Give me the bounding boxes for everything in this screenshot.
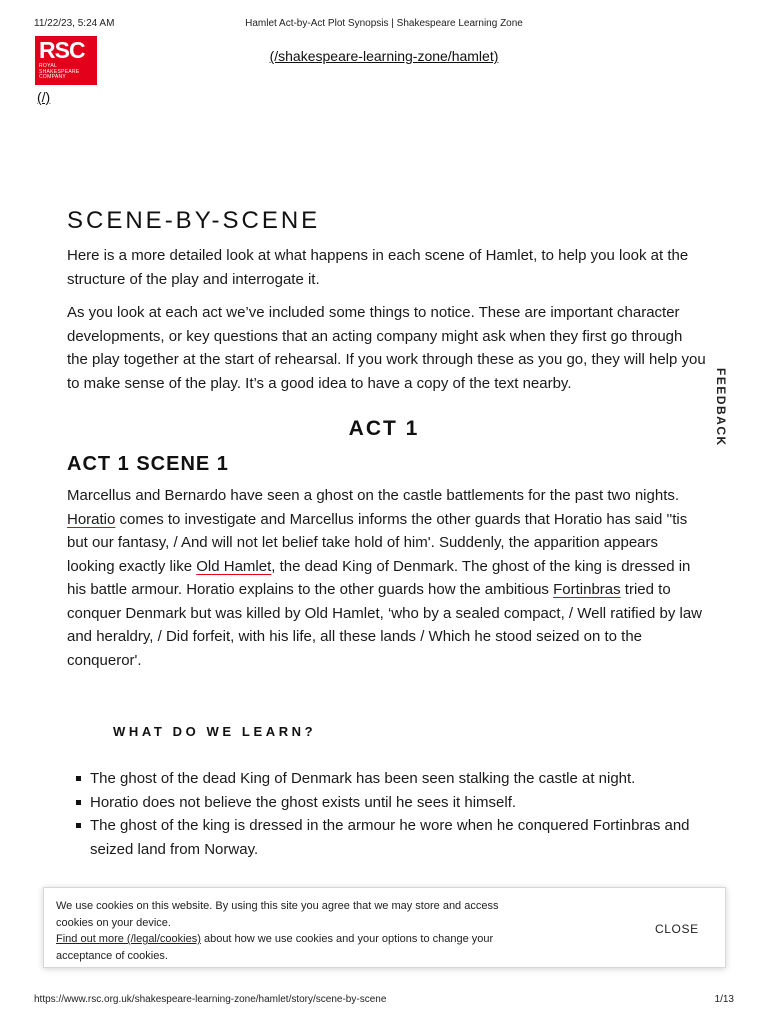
cookie-text-part: about how we use cookies and your options to change your acceptance of cookies. — [56, 933, 494, 962]
logo-name-line1: ROYAL — [39, 63, 58, 69]
character-link-old-hamlet[interactable]: Old Hamlet — [196, 557, 272, 575]
learn-list — [76, 767, 716, 861]
what-do-we-learn-heading: WHAT DO WE LEARN? — [113, 724, 317, 739]
act-heading: ACT 1 — [348, 417, 420, 440]
print-header — [34, 18, 734, 32]
scene-text-part: , the dead King of Denmark. The ghost of the king is dressed in his battle armour. Horatio explains to the other guards how the ambitious — [67, 557, 691, 598]
print-page-number: 1/13 — [714, 994, 734, 1005]
feedback-label: FEEDBACK — [714, 368, 728, 447]
list-item-text: The ghost of the dead King of Denmark has been seen stalking the castle at night. — [90, 770, 636, 787]
scene-text-part: tried to conquer Denmark but was killed by Old Hamlet, ‘who by a sealed compact, / Well ratified by law and heraldry, / Did forfeit, with his life, all these lands / Which he stood seized on to the conqueror'. — [67, 581, 703, 669]
page-title: SCENE-BY-SCENE — [67, 207, 321, 234]
square-bullet-icon — [76, 800, 81, 805]
print-page-url: https://www.rsc.org.uk/shakespeare-learning-zone/hamlet/story/scene-by-scene — [34, 994, 387, 1005]
cookie-close-button[interactable]: CLOSE — [655, 922, 699, 936]
home-link[interactable]: (/) — [37, 89, 51, 105]
character-link-horatio[interactable]: Horatio — [67, 510, 116, 528]
scene-text-part: Marcellus and Bernardo have seen a ghost on the castle battlements for the past two nights. — [67, 487, 680, 504]
cookie-policy-link[interactable]: Find out more (/legal/cookies) — [56, 933, 201, 945]
cookie-message — [56, 898, 526, 964]
feedback-tab[interactable] — [712, 368, 732, 447]
intro-paragraph-2: As you look at each act we’ve included some things to notice. These are important character developments, or key questions that an acting company might ask when they first go through the play together at the start of rehearsal. If you work through these as you go, they will help you to make sense of the play. It’s a good idea to have a copy of the text nearby. — [67, 304, 706, 392]
list-item-text: Horatio does not believe the ghost exists until he sees it himself. — [90, 793, 517, 811]
scene-summary — [67, 484, 707, 672]
scene-heading: ACT 1 SCENE 1 — [67, 453, 229, 475]
logo-abbr: RSC — [39, 37, 85, 63]
list-item — [76, 791, 716, 815]
square-bullet-icon — [76, 776, 81, 781]
cookie-text-part: We use cookies on this website. By using this site you agree that we may store and access cookies on your device. — [56, 900, 499, 929]
logo-name-line3: COMPANY — [39, 74, 67, 80]
cookie-banner — [43, 887, 726, 968]
list-item-text: The ghost of the king is dressed in the armour he wore when he conquered Fortinbras and seized land from Norway. — [90, 817, 690, 858]
intro-paragraph-1: Here is a more detailed look at what happens in each scene of Hamlet, to help you look at the structure of the play and interrogate it. — [67, 247, 689, 288]
print-datetime: 11/22/23, 5:24 AM — [34, 18, 115, 29]
scene-text-part: comes to investigate and Marcellus informs the other guards that Horatio has said ''tis but our fantasy, / And will not let belief take hold of him'. Suddenly, the apparition appears looking exactly like — [67, 510, 688, 575]
hamlet-section-link[interactable]: (/shakespeare-learning-zone/hamlet) — [269, 48, 499, 64]
square-bullet-icon — [76, 823, 81, 828]
list-item — [76, 767, 716, 791]
print-document-title: Hamlet Act-by-Act Plot Synopsis | Shakespeare Learning Zone — [245, 18, 523, 29]
character-link-fortinbras[interactable]: Fortinbras — [553, 581, 621, 598]
print-footer — [34, 994, 734, 1008]
logo-name-line2: SHAKESPEARE — [39, 68, 80, 75]
list-item — [76, 814, 716, 861]
